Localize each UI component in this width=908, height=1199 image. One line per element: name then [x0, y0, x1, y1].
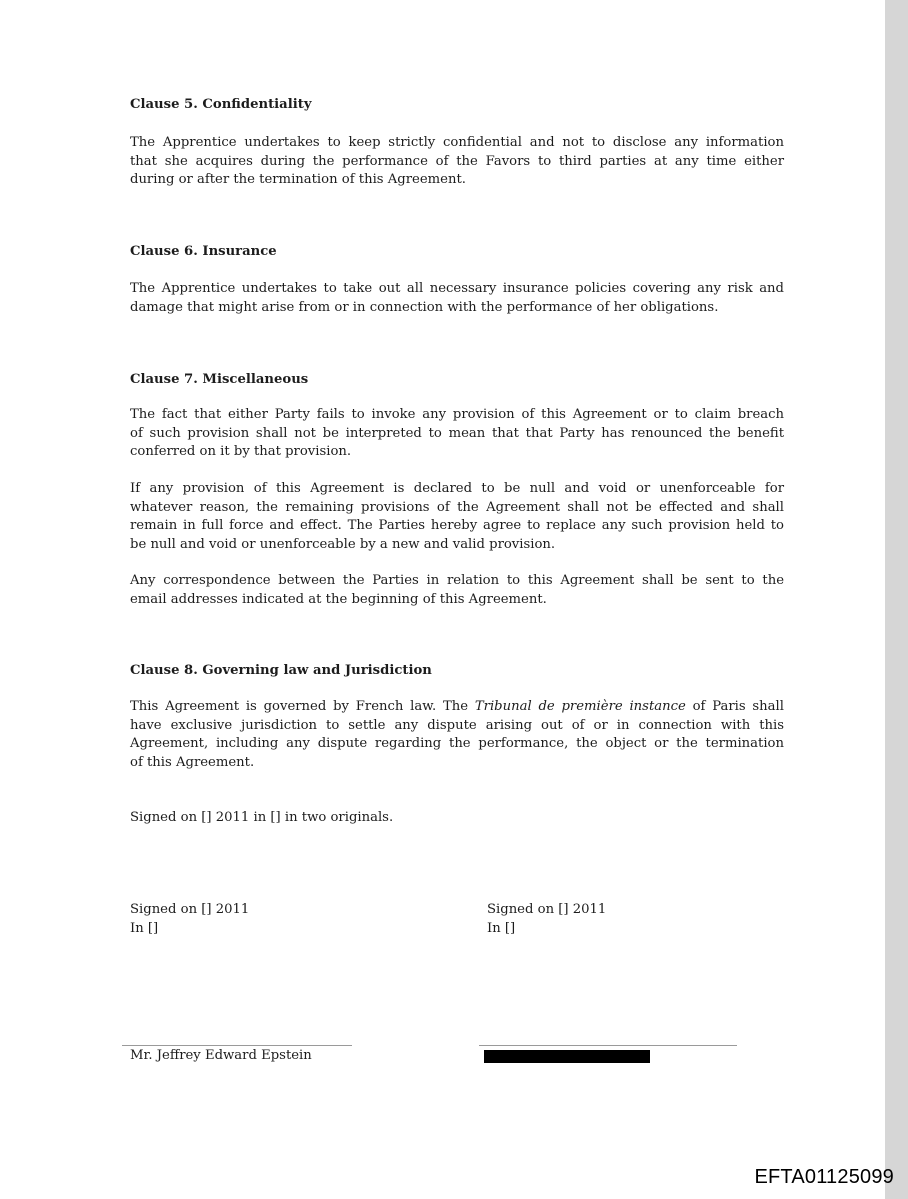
- clause-8-heading: Clause 8. Governing law and Jurisdiction: [130, 663, 432, 678]
- signature-left-place: In []: [130, 920, 159, 936]
- clause-7-heading: Clause 7. Miscellaneous: [130, 372, 309, 387]
- signed-statement: Signed on [] 2011 in [] in two originals.: [130, 810, 394, 825]
- clause-7-line: email addresses indicated at the beginning of this Agreement.: [130, 591, 547, 607]
- clause-8-line: of this Agreement.: [130, 754, 255, 770]
- clause-7-line: Any correspondence between the Parties in relation to this Agreement shall be sent to the: [130, 573, 784, 588]
- clause-6-heading: Clause 6. Insurance: [130, 244, 277, 259]
- clause-6-paragraph: [130, 280, 784, 317]
- document-id-stamp: EFTA01125099: [754, 1166, 894, 1188]
- scrollbar-track[interactable]: [885, 0, 908, 1199]
- clause-7-line: The fact that either Party fails to invoke any provision of this Agreement or to claim breach: [130, 407, 784, 422]
- clause-8-line: Agreement, including any dispute regarding the performance, the object or the termination: [130, 736, 784, 752]
- clause-7-paragraph-3: [130, 572, 784, 609]
- signature-left-line: [122, 1045, 352, 1046]
- clause-8-line: [130, 698, 784, 717]
- clause-7-line: whatever reason, the remaining provisions of the Agreement shall not be effected and shall: [130, 499, 784, 515]
- signature-right-line: [479, 1045, 737, 1046]
- clause-7-paragraph-2: [130, 480, 784, 554]
- signatory-left-name: Mr. Jeffrey Edward Epstein: [130, 1048, 312, 1063]
- clause-7-line: of such provision shall not be interpreted to mean that that Party has renounced the benefit: [130, 425, 784, 441]
- clause-5-line: during or after the termination of this Agreement.: [130, 172, 466, 188]
- clause-7-line: If any provision of this Agreement is declared to be null and void or unenforceable for: [130, 481, 784, 496]
- clause-8-text-end: of Paris shall: [685, 699, 784, 714]
- clause-7-paragraph-1: [130, 406, 784, 462]
- clause-5-line: The Apprentice undertakes to keep strictly confidential and not to disclose any information: [130, 135, 784, 150]
- clause-7-line: be null and void or unenforceable by a new and valid provision.: [130, 536, 556, 552]
- clause-7-line: conferred on it by that provision.: [130, 444, 352, 460]
- signature-right-block: [487, 901, 606, 938]
- signature-right-date: Signed on [] 2011: [487, 902, 607, 917]
- tribunal-italic-text: Tribunal de première instance: [474, 699, 686, 714]
- clause-8-line: have exclusive jurisdiction to settle any dispute arising out of or in connection with this: [130, 717, 784, 733]
- signature-right-place: In []: [487, 920, 516, 936]
- clause-6-line: damage that might arise from or in connection with the performance of her obligations.: [130, 299, 719, 315]
- clause-5-line: that she acquires during the performance of the Favors to third parties at any time either: [130, 153, 784, 169]
- clause-8-text-start: This Agreement is governed by French law. The: [130, 699, 475, 714]
- redaction-bar: [484, 1050, 650, 1063]
- clause-7-line: remain in full force and effect. The Parties hereby agree to replace any such provision held to: [130, 518, 784, 534]
- clause-5-heading: Clause 5. Confidentiality: [130, 97, 312, 112]
- clause-5-paragraph: [130, 134, 784, 190]
- signature-left-date: Signed on [] 2011: [130, 902, 250, 917]
- signature-left-block: [130, 901, 249, 938]
- clause-6-line: The Apprentice undertakes to take out all necessary insurance policies covering any risk and: [130, 281, 784, 296]
- clause-8-paragraph: [130, 698, 784, 772]
